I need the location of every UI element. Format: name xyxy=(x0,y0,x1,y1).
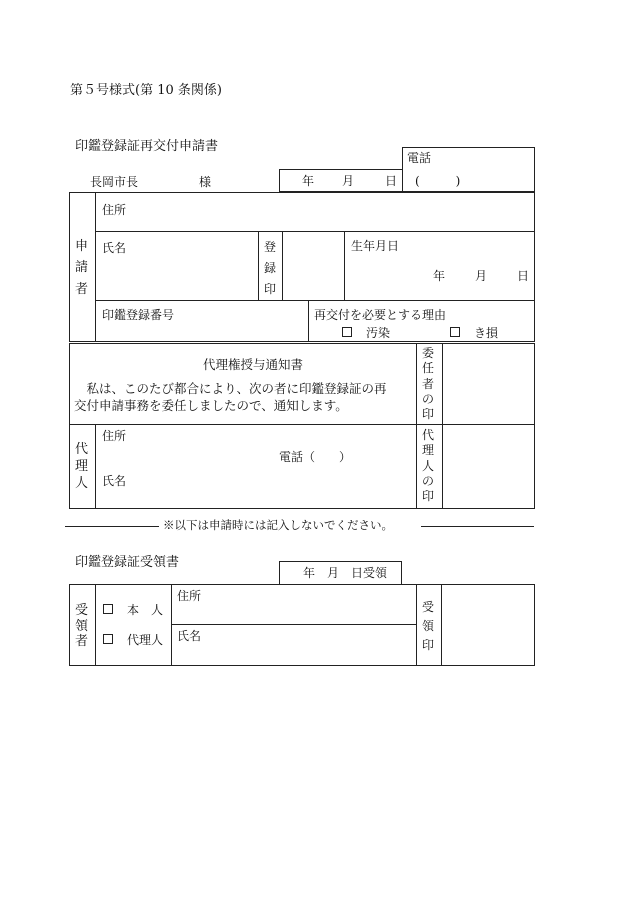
reason-damaged-checkbox[interactable] xyxy=(450,327,460,337)
applicant-address-field[interactable] xyxy=(96,220,534,230)
registered-seal-label: 登 録 印 xyxy=(264,240,277,296)
seal-left-divider xyxy=(258,231,259,300)
receipt-title: 印鑑登録証受領書 xyxy=(75,555,180,570)
recipient-label-divider xyxy=(95,584,96,666)
birthdate-label: 生年月日 xyxy=(351,239,400,253)
receipt-name-label: 氏名 xyxy=(177,629,202,643)
receipt-name-field[interactable] xyxy=(172,644,415,664)
birth-day-label: 日 xyxy=(517,269,530,283)
phone-parens: ( ) xyxy=(415,174,461,188)
receipt-row-divider xyxy=(171,624,416,625)
date-year-label: 年 xyxy=(302,174,315,188)
birth-month-label: 月 xyxy=(475,269,488,283)
form-number: 第５号様式(第 10 条関係) xyxy=(70,83,222,98)
agent-seal-field[interactable] xyxy=(443,425,534,508)
registration-number-label: 印鑑登録番号 xyxy=(102,308,175,322)
reason-stained-label: 汚染 xyxy=(366,326,391,340)
applicant-label: 申 請 者 xyxy=(75,239,89,297)
reason-damaged-label: き損 xyxy=(474,326,499,340)
receipt-seal-field[interactable] xyxy=(442,585,534,665)
proxy-notice-title: 代理権授与通知書 xyxy=(203,357,304,372)
applicant-address-label: 住所 xyxy=(102,203,127,217)
delegator-seal-label: 委 任 者 の 印 xyxy=(422,346,435,422)
recipient-agent-checkbox[interactable] xyxy=(103,634,113,644)
proxy-seal-divider-left xyxy=(416,343,417,509)
divider-line-right xyxy=(421,526,534,527)
reason-divider xyxy=(308,300,309,342)
recipient-self-label: 本 人 xyxy=(127,603,164,617)
proxy-notice-line-1: 私は、このたび都合により、次の者に印鑑登録証の再 xyxy=(74,381,387,396)
recipient-label: 受 領 者 xyxy=(75,603,89,650)
agent-phone: 電話（ ） xyxy=(279,450,352,464)
receipt-address-field[interactable] xyxy=(172,604,415,622)
applicant-name-label: 氏名 xyxy=(102,241,127,255)
receipt-seal-divider-left xyxy=(416,584,417,666)
receipt-seal-label: 受 領 印 xyxy=(422,600,435,653)
reason-label: 再交付を必要とする理由 xyxy=(314,308,447,322)
registration-number-field[interactable] xyxy=(96,324,306,340)
divider-note: ※以下は申請時には記入しないでください。 xyxy=(163,518,393,532)
addressee-suffix: 様 xyxy=(199,175,212,189)
reason-stained-checkbox[interactable] xyxy=(342,327,352,337)
delegator-seal-field[interactable] xyxy=(443,344,534,423)
recipient-agent-label: 代理人 xyxy=(127,633,164,647)
agent-name-field[interactable] xyxy=(96,488,414,507)
agent-address-label: 住所 xyxy=(102,429,127,443)
agent-label: 代 理 人 xyxy=(75,442,89,491)
addressee: 長岡市長 xyxy=(90,175,139,189)
agent-name-label: 氏名 xyxy=(102,474,127,488)
receipt-date-text: 年 月 日受領 xyxy=(303,566,388,580)
date-month-label: 月 xyxy=(342,174,355,188)
birth-year-label: 年 xyxy=(433,269,446,283)
date-day-label: 日 xyxy=(385,174,398,188)
application-title: 印鑑登録証再交付申請書 xyxy=(75,139,219,154)
applicant-name-field[interactable] xyxy=(96,258,256,298)
agent-seal-label: 代 理 人 の 印 xyxy=(422,428,435,504)
receipt-address-label: 住所 xyxy=(177,589,202,603)
birth-divider xyxy=(344,231,345,300)
recipient-self-checkbox[interactable] xyxy=(103,604,113,614)
divider-line-left xyxy=(65,526,159,527)
phone-label: 電話 xyxy=(407,151,432,165)
name-row-divider xyxy=(95,300,535,301)
proxy-notice-line-2: 交付申請事務を委任しましたので、通知します。 xyxy=(74,398,348,413)
agent-address-field[interactable] xyxy=(96,444,414,464)
registered-seal-field[interactable] xyxy=(283,232,343,299)
